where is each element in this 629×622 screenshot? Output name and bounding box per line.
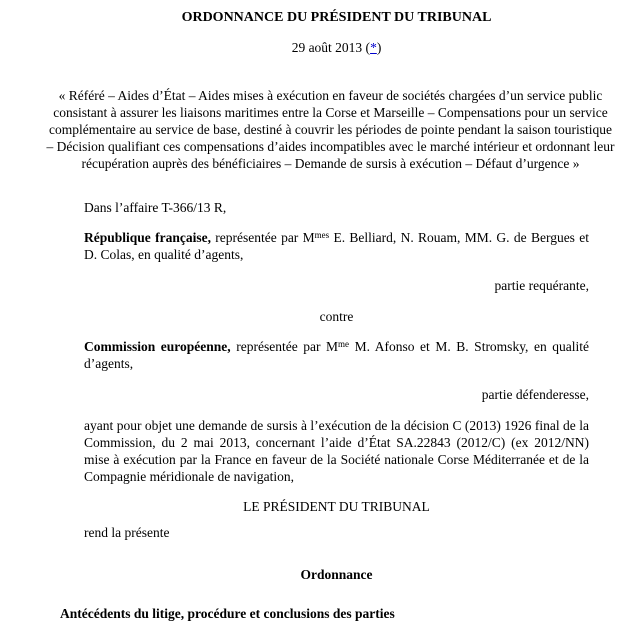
date-close-paren: ) [376,40,382,55]
footnote-asterisk-link[interactable]: * [370,40,377,55]
order-heading: Ordonnance [300,567,373,582]
case-number-line: Dans l’affaire T-366/13 R, [84,200,227,215]
versus-line: contre [319,309,354,324]
defendant-text-after-sup: M. Afonso et M. B. Stromsky, en qualité d’agents, [84,339,590,371]
applicant-text-before-sup: représentée par M [210,230,315,245]
date-text: 29 août 2013 ( [291,40,371,55]
document-title: ORDONNANCE DU PRÉSIDENT DU TRIBUNAL [181,10,492,25]
applicant-role-line: partie requérante, [494,278,589,293]
renders-line: rend la présente [84,525,170,540]
defendant-honorific-superscript: me [338,338,350,349]
object-paragraph: ayant pour objet une demande de sursis à l’exécution de la décision C (2013) 1926 final de la Commission, du 2 mai 2013, concernant l’aide d’État SA.22843 (2012/C) (ex 2012/NN) mise à exécution par la France en faveur de la Société nationale Corse Méditerranée et de la Compagnie méridionale de navigation, [84,418,589,484]
document-date-line [84,39,589,56]
defendant-text-before-sup: représentée par M [230,339,339,354]
court-heading: LE PRÉSIDENT DU TRIBUNAL [243,499,430,514]
keywords-paragraph: « Référé – Aides d’État – Aides mises à exécution en faveur de sociétés chargées d’un service public consistant à assurer les liaisons maritimes entre la Corse et Marseille – Compensations pour un service complémentaire au service de base, destiné à couvrir les périodes de pointe pendant la saison touristique – Décision qualifiant ces compensations d’aides incompatibles avec le marché intérieur et ordonnant leur récupération auprès des bénéficiaires – Demande de sursis à exécution – Défaut d’urgence » [46,88,615,171]
applicant-paragraph [84,229,589,263]
applicant-honorific-superscript: mes [314,229,330,240]
applicant-name: République française, [84,230,211,245]
defendant-name: Commission européenne, [84,339,231,354]
applicant-text-after-sup: E. Belliard, N. Rouam, MM. G. de Bergues et D. Colas, en qualité d’agents, [84,230,590,262]
section-heading-antecedents: Antécédents du litige, procédure et conclusions des parties [60,606,395,621]
defendant-role-line: partie défenderesse, [481,387,589,402]
defendant-paragraph [84,338,589,372]
